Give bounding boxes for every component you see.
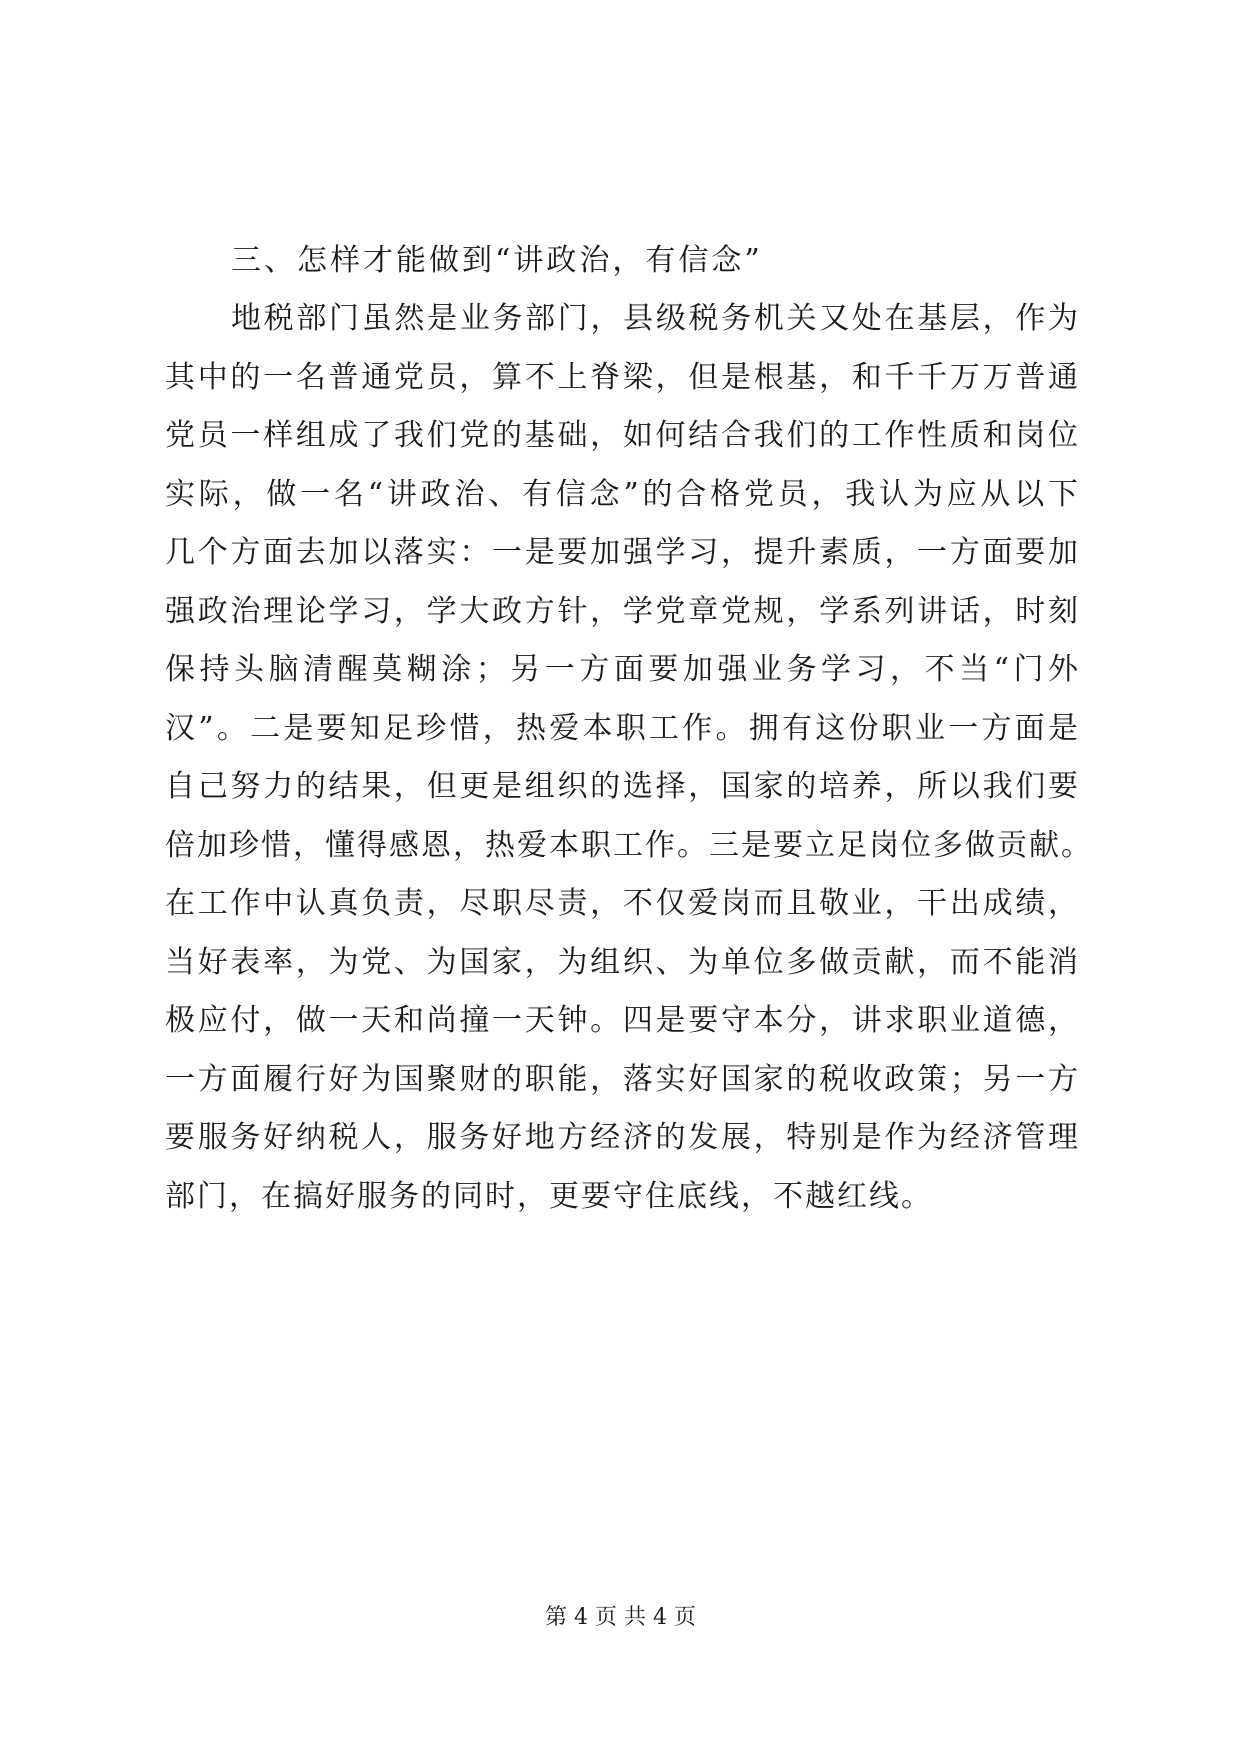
paragraph-line: 一方面履行好为国聚财的职能，落实好国家的税收政策；另一方 [165, 1061, 1080, 1097]
paragraph-line: 党员一样组成了我们党的基础，如何结合我们的工作性质和岗位 [165, 418, 1080, 453]
page-number-footer: 第 4 页 共 4 页 [545, 1605, 696, 1630]
paragraph-line: 强政治理论学习，学大政方针，学党章党规，学系列讲话，时刻 [165, 593, 1080, 629]
paragraph-line: 当好表率，为党、为国家，为组织、为单位多做贡献，而不能消 [165, 944, 1080, 980]
paragraph-line: 几个方面去加以落实：一是要加强学习，提升素质，一方面要加 [165, 535, 1080, 570]
paragraph-line: 地税部门虽然是业务部门，县级税务机关又处在基层，作为 [231, 301, 1080, 336]
document-body [165, 232, 1093, 1226]
paragraph-line: 汉”。二是要知足珍惜，热爱本职工作。拥有这份职业一方面是 [165, 710, 1080, 746]
paragraph-line: 自己努力的结果，但更是组织的选择，国家的培养，所以我们要 [165, 769, 1080, 804]
paragraph-line: 极应付，做一天和尚撞一天钟。四是要守本分，讲求职业道德， [165, 1003, 1080, 1038]
paragraph [165, 290, 1093, 1226]
paragraph-line: 要服务好纳税人，服务好地方经济的发展，特别是作为经济管理 [165, 1120, 1080, 1155]
paragraph-line: 在工作中认真负责，尽职尽责，不仅爱岗而且敬业，干出成绩， [165, 886, 1080, 921]
paragraph-line: 倍加珍惜，懂得感恩，热爱本职工作。三是要立足岗位多做贡献。 [165, 827, 1093, 863]
paragraph-line: 其中的一名普通党员，算不上脊梁，但是根基，和千千万万普通 [165, 359, 1080, 395]
paragraph-line: 部门，在搞好服务的同时，更要守住底线，不越红线。 [165, 1178, 933, 1214]
paragraph-line: 保持头脑清醒莫糊涂；另一方面要加强业务学习，不当“门外 [165, 652, 1080, 687]
section-heading: 三、怎样才能做到“讲政治，有信念” [231, 243, 763, 278]
paragraph-line: 实际，做一名“讲政治、有信念”的合格党员，我认为应从以下 [165, 476, 1080, 512]
